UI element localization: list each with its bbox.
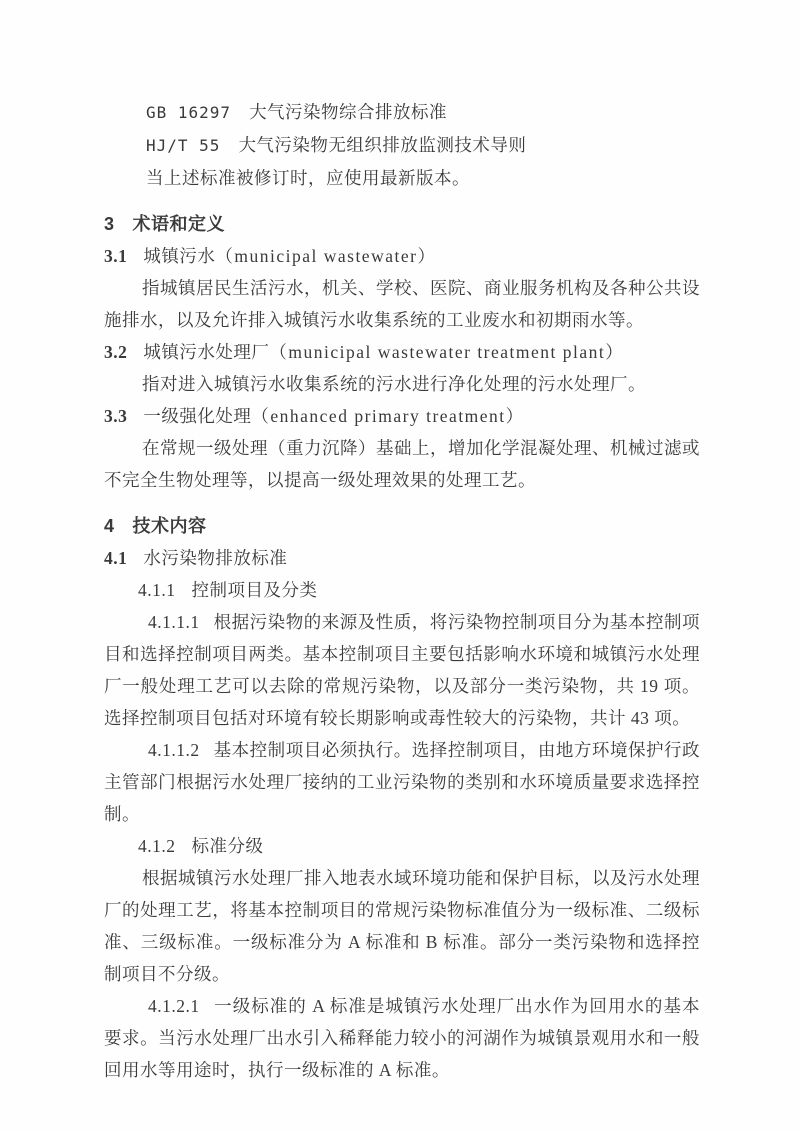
clause-4-1-2-paragraph: 根据城镇污水处理厂排入地表水域环境功能和保护目标，以及污水处理厂的处理工艺，将基本控制项目的常规污染物标准值分为一级标准、二级标准、三级标准。一级标准分为 A 标准和 B 标准。部分一类污染物和选择控制项目不分级。	[104, 868, 700, 984]
clause-3-2-heading	[104, 336, 700, 368]
clause-4-1-1-1-paragraph	[104, 606, 700, 734]
clause-number: 4.1.1.1	[148, 612, 200, 632]
clause-number: 4.1.1.2	[148, 740, 200, 760]
clause-term: 城镇污水	[143, 246, 216, 266]
clause-4-1-2-1-paragraph	[104, 990, 700, 1086]
clause-number: 4.1.1	[138, 580, 176, 600]
clause-text: 根据污染物的来源及性质，将污染物控制项目分为基本控制项目和选择控制项目两类。基本控制项目主要包括影响水环境和城镇污水处理厂一般处理工艺可以去除的常规污染物，以及部分一类污染物，共 19 项。选择控制项目包括对环境有较长期影响或毒性较大的污染物，共计 43 项。	[104, 612, 700, 728]
clause-4-1-1-heading	[138, 574, 700, 606]
clause-title: 标准分级	[191, 836, 264, 856]
clause-term-english: （municipal wastewater）	[215, 246, 437, 266]
clause-number: 4.1.2.1	[148, 996, 200, 1016]
clause-number: 3.3	[104, 406, 128, 426]
section-number: 3	[104, 214, 115, 234]
clause-number: 4.1	[104, 548, 128, 568]
clause-term: 城镇污水处理厂	[143, 342, 270, 362]
reference-title: 大气污染物综合排放标准	[249, 102, 448, 122]
clause-4-1-1-2-paragraph	[104, 734, 700, 830]
reference-code: GB 16297	[146, 103, 232, 122]
revision-note: 当上述标准被修订时，应使用最新版本。	[146, 168, 470, 188]
clause-3-1-heading	[104, 240, 700, 272]
reference-line-hjt55	[104, 129, 700, 162]
clause-3-3-heading	[104, 400, 700, 432]
clause-title: 控制项目及分类	[191, 580, 318, 600]
section-3-heading	[104, 208, 700, 240]
reference-line-gb16297	[104, 96, 700, 129]
section-number: 4	[104, 516, 115, 536]
clause-3-2-definition: 指对进入城镇污水收集系统的污水进行净化处理的污水处理厂。	[142, 374, 646, 394]
clause-text: 基本控制项目必须执行。选择控制项目，由地方环境保护行政主管部门根据污水处理厂接纳的工业污染物的类别和水环境质量要求选择控制。	[104, 740, 700, 824]
section-4-heading	[104, 510, 700, 542]
clause-term-english: （municipal wastewater treatment plant）	[269, 342, 625, 362]
clause-3-3-definition: 在常规一级处理（重力沉降）基础上，增加化学混凝处理、机械过滤或不完全生物处理等，以提高一级处理效果的处理工艺。	[104, 438, 700, 490]
reference-code: HJ/T 55	[146, 136, 221, 155]
clause-term-english: （enhanced primary treatment）	[251, 406, 525, 426]
clause-number: 3.2	[104, 342, 128, 362]
clause-4-1-heading	[104, 542, 700, 574]
clause-title: 水污染物排放标准	[143, 548, 288, 568]
section-title: 技术内容	[132, 516, 207, 536]
clause-number: 4.1.2	[138, 836, 176, 856]
clause-term: 一级强化处理	[143, 406, 252, 426]
clause-text: 一级标准的 A 标准是城镇污水处理厂出水作为回用水的基本要求。当污水处理厂出水引入稀释能力较小的河湖作为城镇景观用水和一般回用水等用途时，执行一级标准的 A 标准。	[104, 996, 700, 1080]
section-title: 术语和定义	[132, 214, 226, 234]
clause-3-1-definition: 指城镇居民生活污水，机关、学校、医院、商业服务机构及各种公共设施排水，以及允许排入城镇污水收集系统的工业废水和初期雨水等。	[104, 278, 700, 330]
clause-number: 3.1	[104, 246, 128, 266]
reference-title: 大气污染物无组织排放监测技术导则	[238, 135, 527, 155]
clause-4-1-2-heading	[138, 830, 700, 862]
